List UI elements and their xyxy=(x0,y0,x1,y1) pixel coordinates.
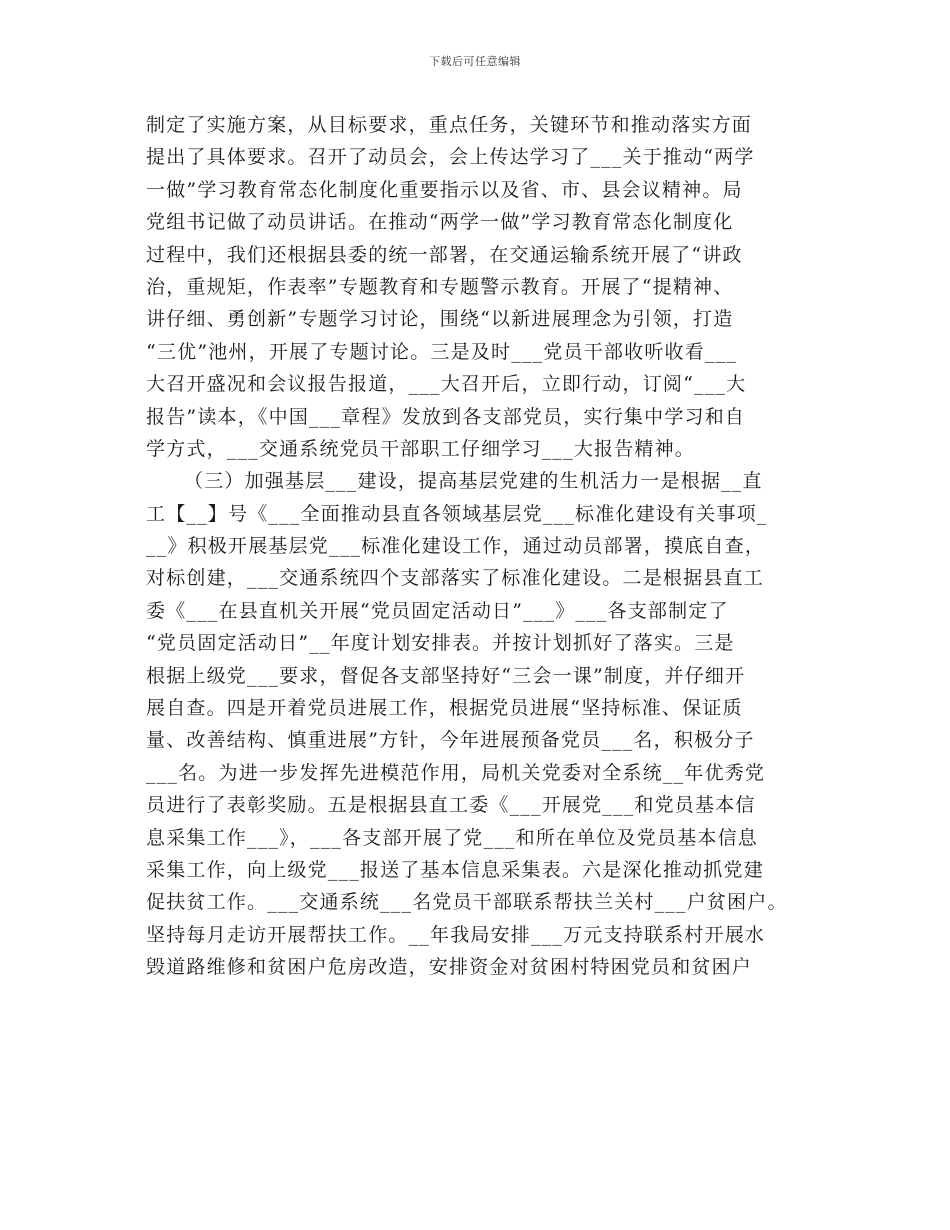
text-line: 工【__】号《___全面推动县直各领域基层党___标准化建设有关事项_ xyxy=(146,502,768,525)
text-line: 毁道路维修和贫困户危房改造，安排资金对贫困村特困党员和贫困户 xyxy=(146,956,753,979)
text-line: ___名。为进一步发挥先进模范作用，局机关党委对全系统__年优秀党 xyxy=(146,761,766,784)
text-line: 根据上级党___要求，督促各支部坚持好“三会一课”制度，并仔细开 xyxy=(146,664,746,687)
text-line: 员进行了表彰奖励。五是根据县直工委《___开展党___和党员基本信 xyxy=(146,794,756,817)
text-line: 学方式，___交通系统党员干部职工仔细学习___大报告精神。 xyxy=(146,437,696,460)
text-line: 坚持每月走访开展帮扶工作。__年我局安排___万元支持联系村开展水 xyxy=(146,923,766,946)
text-line: 促扶贫工作。___交通系统___名党员干部联系帮扶兰关村___户贫困户。 xyxy=(146,891,788,914)
text-line: “三优”池州，开展了专题讨论。三是及时___党员干部收听收看___ xyxy=(146,340,738,363)
text-line: 息采集工作___》，___各支部开展了党___和所在单位及党员基本信息 xyxy=(146,826,759,849)
text-line: __》积极开展基层党___标准化建设工作，通过动员部署，摸底自查， xyxy=(146,535,766,558)
text-line: 委《___在县直机关开展“党员固定活动日”___》___各支部制定了 xyxy=(146,599,729,622)
text-line: 一做”学习教育常态化制度化重要指示以及省、市、县会议精神。局 xyxy=(146,178,743,201)
page-header: 下载后可任意编辑 xyxy=(429,55,521,68)
text-line: 提出了具体要求。召开了动员会，会上传达学习了___关于推动“两学 xyxy=(146,146,755,169)
text-line: 治，重规矩，作表率”专题教育和专题警示教育。开展了“提精神、 xyxy=(146,275,734,298)
text-line: 采集工作，向上级党___报送了基本信息采集表。六是深化推动抓党建 xyxy=(146,858,764,881)
text-line: “党员固定活动日”__年度计划安排表。并按计划抓好了落实。三是 xyxy=(146,632,735,655)
text-line: 展自查。四是开着党员进展工作，根据党员进展“坚持标准、保证质 xyxy=(146,697,743,720)
text-line: 对标创建，___交通系统四个支部落实了标准化建设。二是根据县直工 xyxy=(146,567,764,590)
section-heading-line: （三）加强基层___建设，提高基层党建的生机活力一是根据__直 xyxy=(184,470,763,493)
text-line: 量、改善结构、慎重进展”方针，今年进展预备党员___名，积极分子 xyxy=(146,729,755,752)
text-line: 过程中，我们还根据县委的统一部署，在交通运输系统开展了“讲政 xyxy=(146,243,743,266)
text-line: 报告”读本，《中国___章程》发放到各支部党员，实行集中学习和自 xyxy=(146,405,746,428)
text-line: 制定了实施方案，从目标要求，重点任务，关键环节和推动落实方面 xyxy=(146,114,753,136)
text-line: 党组书记做了动员讲话。在推动“两学一做”学习教育常态化制度化 xyxy=(146,211,734,234)
text-line: 讲仔细、勇创新”专题学习讨论，围绕“以新进展理念为引领，打造 xyxy=(146,308,734,331)
document-body xyxy=(146,109,826,984)
text-line: 大召开盛况和会议报告报道，___大召开后，立即行动，订阅“___大 xyxy=(146,373,747,396)
